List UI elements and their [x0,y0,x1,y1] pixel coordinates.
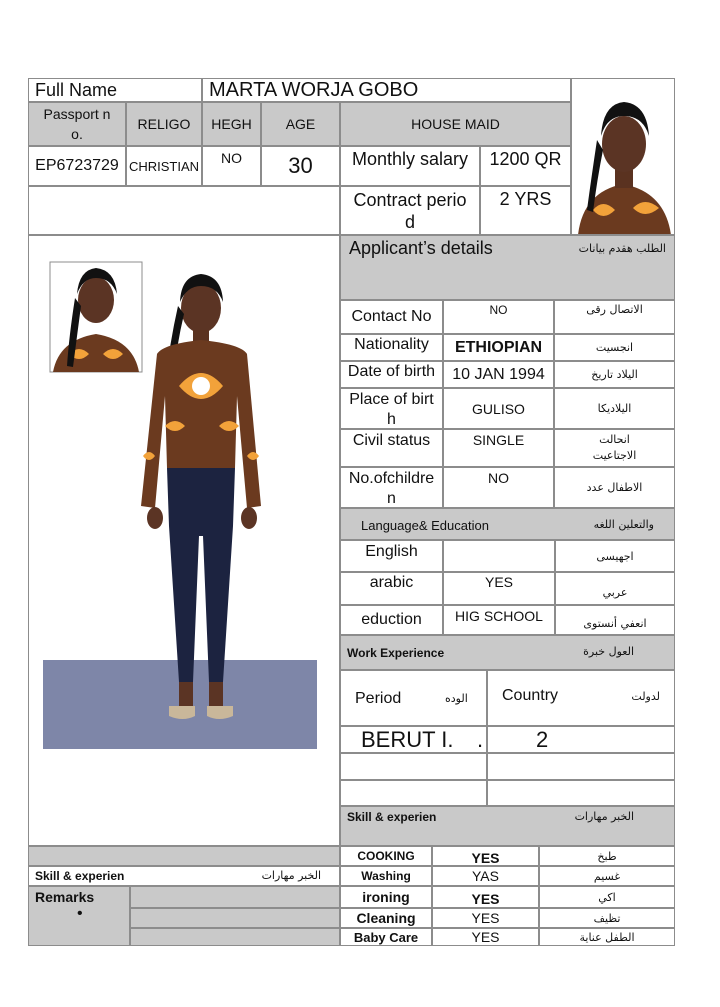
skill-ironing-label: ironing [340,886,432,908]
period-cell [340,670,487,726]
work-row-place [340,726,487,753]
skill-cleaning-label: Cleaning [340,908,432,928]
passport-value: EP6723729 [28,146,126,186]
english-ar: اجهيسى [555,540,675,572]
age-label: AGE [261,102,340,146]
portrait-photo [573,80,675,235]
religion-label: RELIGO [126,102,202,146]
period-label: Period [355,690,402,707]
left-skills-header [28,866,340,886]
children-ar: الاطفال عدد [554,467,675,508]
pob-label: Place of birt h [340,388,443,429]
blank-cell [28,186,340,235]
skill-washing-ar: غسيم [539,866,675,886]
contact-value: NO [443,300,554,334]
language-title-ar: والتعلين اللغه [593,518,654,531]
skill-washing-value: YAS [432,866,539,886]
education-value: HIG SCHOOL [443,605,555,635]
arabic-ar: عربي [555,572,675,605]
salary-label: Monthly salary [340,146,480,186]
work-row-years [487,726,675,753]
remarks-line [130,886,340,908]
contact-label: Contact No [340,300,443,334]
remarks-cell [28,886,130,946]
applicant-title: Applicant’s details [349,238,493,258]
work-empty-row [340,780,487,806]
civil-ar: انحالت الاجتاعيت [554,429,675,467]
pob-value: GULISO [443,388,554,429]
civil-label: Civil status [340,429,443,467]
country-label: Country [502,687,559,704]
dob-value: 10 JAN 1994 [443,361,554,388]
work-empty-row [487,780,675,806]
nationality-value: ETHIOPIAN [443,334,554,361]
work-empty-row [487,753,675,780]
work-title-ar: العول خبرة [583,645,634,658]
remarks-line [130,928,340,946]
work-dot: . [477,727,484,752]
dob-ar: اليلاد تاريخ [554,361,675,388]
country-cell [487,670,675,726]
remarks-bullet: • [77,905,83,922]
full-body-photo [29,236,339,845]
passport-label: Passport n o. [28,102,126,146]
skill-cooking-value: YES [432,846,539,866]
country-ar: لدولت [631,690,660,703]
work-title: Work Experience [347,646,445,660]
applicant-title-ar: الطلب هقدم بيانات [578,242,666,255]
full-body-photo-area [28,235,340,846]
education-ar: انعفي أنستوى [555,605,675,635]
contract-value: 2 YRS [480,186,571,235]
nationality-label: Nationality [340,334,443,361]
remarks-line [130,908,340,928]
children-label: No.ofchildre n [340,467,443,508]
skill-washing-label: Washing [340,866,432,886]
skills-title: Skill & experien [347,810,437,824]
left-gray-bar [28,846,340,866]
nationality-ar: انجسيت [554,334,675,361]
height-label: HEGH [202,102,261,146]
salary-value: 1200 QR [480,146,571,186]
skill-babycare-ar: الطفل عناية [539,928,675,946]
religion-value: CHRISTIAN [126,146,202,186]
position-title: HOUSE MAID [340,102,571,146]
language-header [340,508,675,540]
pob-ar: اليلاديكا [554,388,675,429]
skill-cooking-ar: طبخ [539,846,675,866]
skills-title-ar: الخبر مهارات [574,810,634,823]
skill-babycare-label: Baby Care [340,928,432,946]
language-title: Language& Education [361,518,489,533]
education-label: eduction [340,605,443,635]
skills-header [340,806,675,846]
english-label: English [340,540,443,572]
left-skills-title-ar: الخبر مهارات [261,869,321,882]
work-empty-row [340,753,487,780]
civil-value: SINGLE [443,429,554,467]
work-years: 2 [536,727,549,752]
arabic-label: arabic [340,572,443,605]
children-value: NO [443,467,554,508]
skill-cleaning-value: YES [432,908,539,928]
contract-label: Contract perio d [340,186,480,235]
remarks-label: Remarks [35,889,95,905]
english-value [443,540,555,572]
height-value: NO [202,146,261,186]
full-name-label: Full Name [28,78,202,102]
contact-ar: الاتصال رقى [554,300,675,334]
skill-cooking-label: COOKING [340,846,432,866]
full-name-value: MARTA WORJA GOBO [202,78,571,102]
arabic-value: YES [443,572,555,605]
portrait-photo-frame [571,78,675,235]
dob-label: Date of birth [340,361,443,388]
period-ar: الوده [445,692,468,705]
work-header [340,635,675,670]
age-value: 30 [261,146,340,186]
left-skills-title: Skill & experien [35,869,125,883]
applicant-header [340,235,675,300]
skill-ironing-ar: اكي [539,886,675,908]
work-place: BERUT I. [361,727,454,752]
skill-babycare-value: YES [432,928,539,946]
skill-cleaning-ar: تظيف [539,908,675,928]
skill-ironing-value: YES [432,886,539,908]
